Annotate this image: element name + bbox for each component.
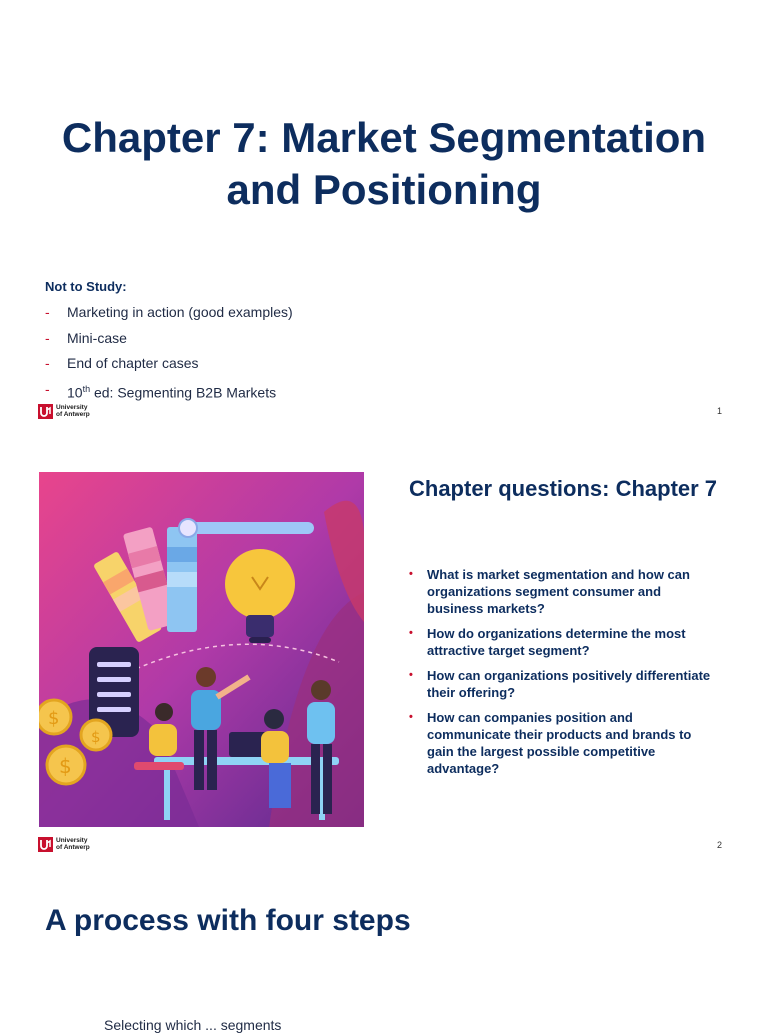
slide-2 xyxy=(0,432,768,864)
svg-text:$: $ xyxy=(59,754,72,778)
list-item: - End of chapter cases xyxy=(45,351,293,377)
list-item: - 10th ed: Segmenting B2B Markets xyxy=(45,377,293,406)
logo-text: University of Antwerp xyxy=(56,404,90,418)
svg-text:$: $ xyxy=(91,728,101,746)
list-item: • How can organizations positively differentiate their offering? xyxy=(409,668,711,700)
illustration-graphic xyxy=(39,472,364,827)
list-item: • How do organizations determine the most attractive target segment? xyxy=(409,626,686,658)
list-item: - Mini-case xyxy=(45,326,293,352)
dash-bullet: - xyxy=(45,304,50,320)
bullet-icon: • xyxy=(409,711,413,723)
logo-mark-icon xyxy=(38,837,53,852)
list-item: • How can companies position and communicate their products and brands to gain the largest possible competitive advantage? xyxy=(409,710,692,776)
slide-title xyxy=(0,112,768,216)
slide-title: A process with four steps xyxy=(45,904,411,937)
dash-bullet: - xyxy=(45,355,50,371)
university-logo xyxy=(38,837,90,853)
logo-text: University of Antwerp xyxy=(56,837,90,851)
page-number: 2 xyxy=(716,840,722,850)
dash-bullet: - xyxy=(45,380,50,397)
not-to-study-heading: Not to Study: xyxy=(45,279,127,294)
svg-text:$: $ xyxy=(48,708,60,729)
list-item: • What is market segmentation and how can organizations segment consumer and business markets? xyxy=(409,567,690,616)
slide-title: Chapter questions: Chapter 7 xyxy=(409,476,718,501)
bullet-icon: • xyxy=(409,627,413,639)
university-logo xyxy=(38,404,90,420)
slide-1 xyxy=(0,0,768,432)
list-item: - Marketing in action (good examples) xyxy=(45,300,293,326)
title-line-2: and Positioning xyxy=(226,166,542,213)
title-line-1: Chapter 7: Market Segmentation xyxy=(61,114,707,161)
bullet-icon: • xyxy=(409,568,413,580)
logo-mark-icon xyxy=(38,404,53,419)
partial-text: Selecting which ... segments xyxy=(104,1017,282,1033)
page-number: 1 xyxy=(716,406,722,416)
bullet-icon: • xyxy=(409,669,413,681)
team-illustration xyxy=(39,472,364,827)
questions-list xyxy=(409,566,719,785)
slide-3 xyxy=(0,864,768,1033)
not-to-study-list xyxy=(45,300,293,406)
dash-bullet: - xyxy=(45,329,50,346)
